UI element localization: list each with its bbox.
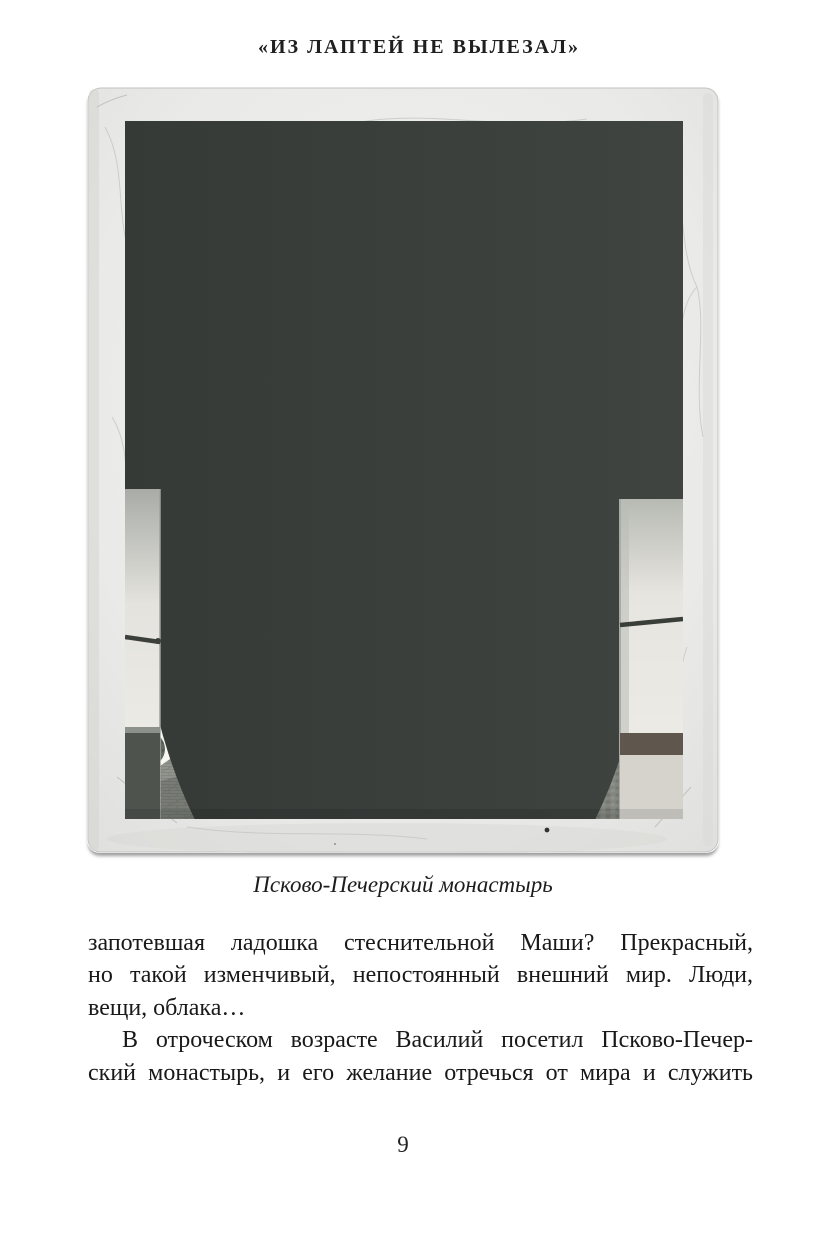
gate-pillar-right [620, 499, 683, 819]
gate-jamb-left [125, 489, 161, 819]
body-text [88, 927, 753, 1089]
body-line: ский монастырь, и его желание отречься от мира и служить [88, 1059, 753, 1086]
photo-illustration [87, 87, 719, 853]
paper-speck [545, 828, 550, 833]
photo-caption: Псково-Печерский монастырь [253, 872, 553, 897]
body-line: вещи, облака… [88, 994, 246, 1021]
monastery-photo [87, 87, 719, 853]
running-header: «ИЗ ЛАПТЕЙ НЕ ВЫЛЕЗАЛ» [257, 36, 581, 58]
photo-scene [107, 121, 697, 853]
page-number: 9 [397, 1132, 409, 1157]
body-line: запотевшая ладошка стеснительной Маши? Прекрасный, [88, 930, 753, 956]
arch-silhouette [125, 121, 683, 853]
body-line: но такой изменчивый, непостоянный внешний мир. Люди, [88, 962, 753, 989]
body-line: В отроческом возрасте Василий посетил Псково-Печер- [122, 1027, 753, 1054]
